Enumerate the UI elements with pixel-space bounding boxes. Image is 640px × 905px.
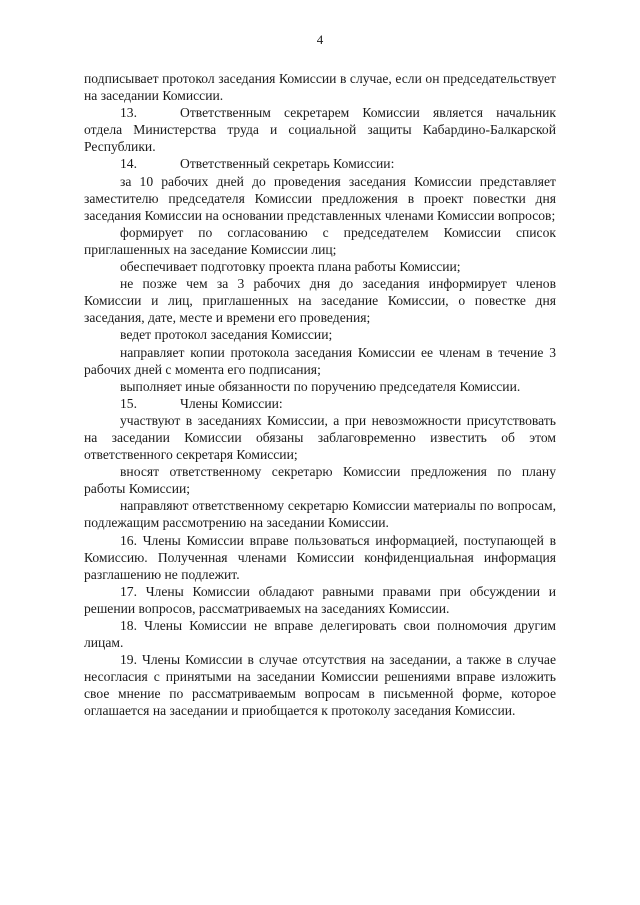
paragraph-14-item: формирует по согласованию с председателем Комиссии список приглашенных на заседание Комиссии лиц; xyxy=(84,224,556,257)
paragraph-15-item: участвуют в заседаниях Комиссии, а при невозможности присутствовать на заседании Комиссии обязаны заблаговременно известить об этом ответственного секретаря Комиссии; xyxy=(84,412,556,463)
paragraph-14-item: ведет протокол заседания Комиссии; xyxy=(120,327,333,343)
paragraph-15-number: 15. xyxy=(120,395,137,411)
paragraph-14-item: обеспечивает подготовку проекта плана работы Комиссии; xyxy=(120,259,461,275)
paragraph-13 xyxy=(84,104,556,155)
paragraph-14-number: 14. xyxy=(120,156,137,172)
paragraph-13-number: 13. xyxy=(120,105,137,121)
paragraph-15 xyxy=(84,395,556,412)
paragraph-14-text: Ответственный секретарь Комиссии: xyxy=(180,156,395,172)
page-number: 4 xyxy=(316,32,324,47)
paragraph-16: 16. Члены Комиссии вправе пользоваться информацией, поступающей в Комиссию. Полученная членами Комиссии конфиденциальная информация разглашению не подлежит. xyxy=(84,532,556,582)
paragraph-14-item: не позже чем за 3 рабочих дня до заседания информирует членов Комиссии и лиц, приглашенных на заседание Комиссии, о повестке дня заседания, дате, месте и времени его проведения; xyxy=(84,276,556,326)
paragraph-19: 19. Члены Комиссии в случае отсутствия на заседании, а также в случае несогласия с принятыми на заседании Комиссии решениями вправе изложить свое мнение по рассматриваемым вопросам в письменной форме, которое оглашается на заседании и приобщается к протоколу заседания Комиссии. xyxy=(84,652,556,719)
paragraph-18: 18. Члены Комиссии не вправе делегировать свои полномочия другим лицам. xyxy=(84,618,556,651)
paragraph-13-text: Ответственным секретарем Комиссии является начальник отдела Министерства труда и социальной защиты Кабардино-Балкарской Республики. xyxy=(84,105,556,155)
paragraph-14 xyxy=(84,155,556,172)
paragraph-14-item: выполняет иные обязанности по поручению председателя Комиссии. xyxy=(120,378,521,394)
paragraph-14-item: за 10 рабочих дней до проведения заседания Комиссии представляет заместителю председателя Комиссии предложения в проект повестки дня заседания Комиссии на основании представленных членами Комиссии вопросов; xyxy=(84,173,556,223)
paragraph-12-continuation: подписывает протокол заседания Комиссии в случае, если он председательствует на заседании Комиссии. xyxy=(84,71,556,104)
paragraph-17: 17. Члены Комиссии обладают равными правами при обсуждении и решении вопросов, рассматриваемых на заседаниях Комиссии. xyxy=(84,583,556,616)
document-body xyxy=(84,70,556,720)
paragraph-14-item: направляет копии протокола заседания Комиссии ее членам в течение 3 рабочих дней с момента его подписания; xyxy=(84,344,556,377)
paragraph-15-text: Члены Комиссии: xyxy=(180,395,283,411)
paragraph-15-item: вносят ответственному секретарю Комиссии предложения по плану работы Комиссии; xyxy=(84,464,556,497)
paragraph-15-item: направляют ответственному секретарю Комиссии материалы по вопросам, подлежащим рассмотрению на заседании Комиссии. xyxy=(84,498,556,531)
